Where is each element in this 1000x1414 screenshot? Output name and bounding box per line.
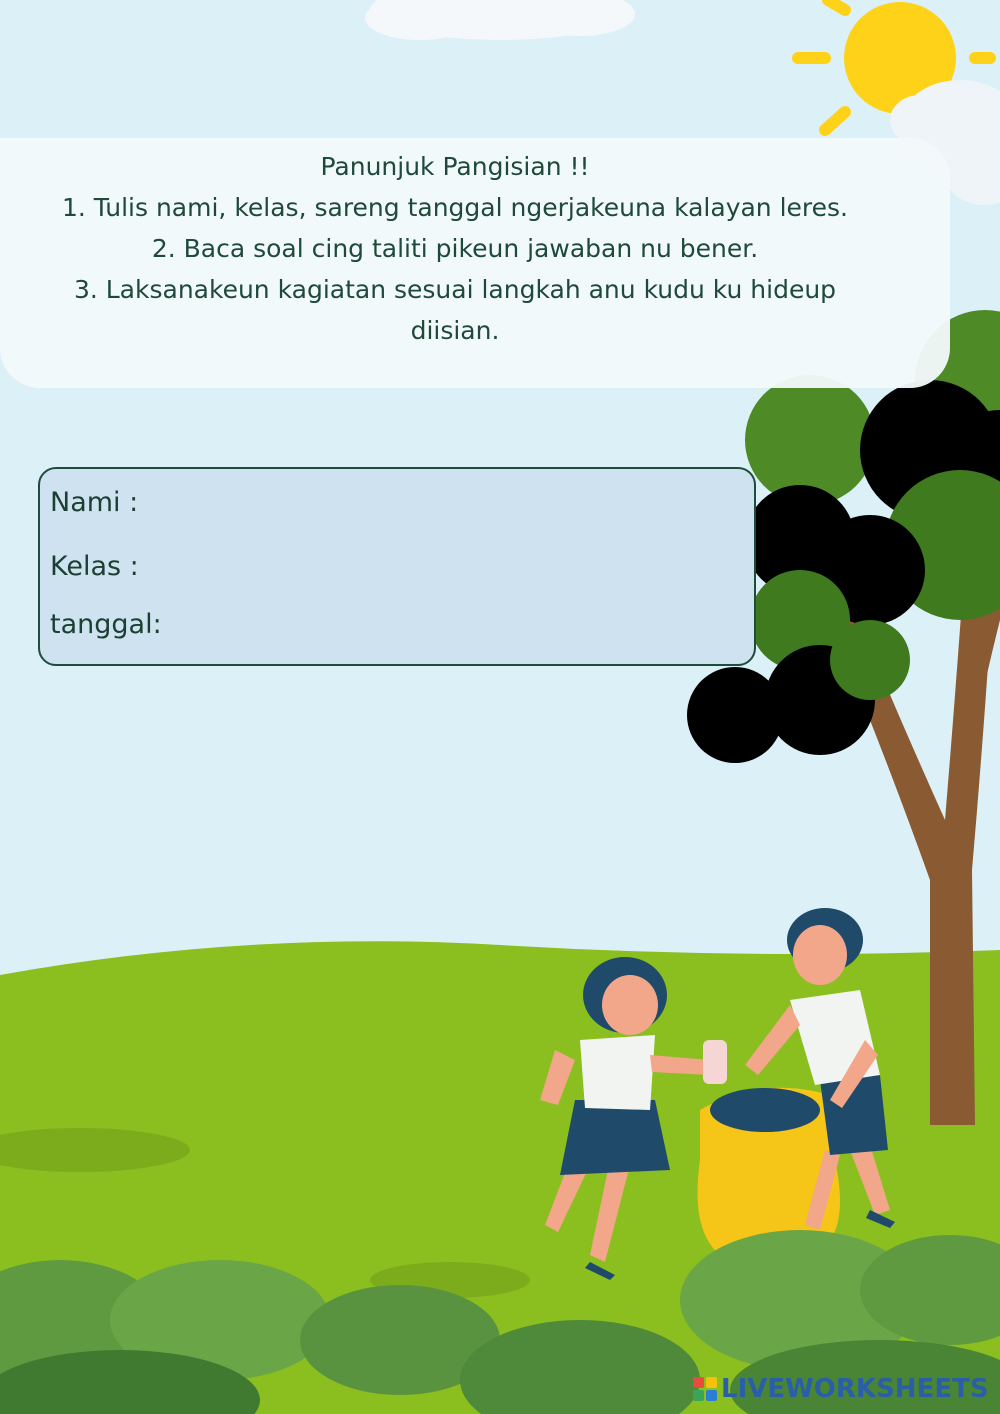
instructions-title: Panunjuk Pangisian !! bbox=[320, 152, 590, 181]
instruction-line-3-cont: diisian. bbox=[410, 316, 500, 345]
cloud-top-icon bbox=[365, 0, 635, 40]
instruction-line-3: 3. Laksanakeun kagiatan sesuai langkah anu kudu ku hideup bbox=[73, 275, 837, 304]
brand-name: LIVEWORKSHEETS bbox=[721, 1374, 989, 1404]
liveworksheets-logo-icon bbox=[693, 1377, 717, 1401]
instruction-line-1: 1. Tulis nami, kelas, sareng tanggal ngerjakeuna kalayan leres. bbox=[61, 193, 849, 222]
logo-square-3 bbox=[693, 1390, 704, 1401]
logo-square-1 bbox=[693, 1377, 704, 1388]
class-label: Kelas : bbox=[50, 551, 139, 582]
instruction-line-2: 2. Baca soal cing taliti pikeun jawaban nu bener. bbox=[151, 234, 759, 263]
logo-square-4 bbox=[706, 1390, 717, 1401]
logo-square-2 bbox=[706, 1377, 717, 1388]
liveworksheets-brand[interactable] bbox=[693, 1373, 989, 1405]
name-label: Nami : bbox=[50, 487, 139, 518]
instructions-panel bbox=[0, 138, 950, 388]
student-info-box bbox=[38, 467, 756, 666]
date-label: tanggal: bbox=[50, 609, 162, 640]
